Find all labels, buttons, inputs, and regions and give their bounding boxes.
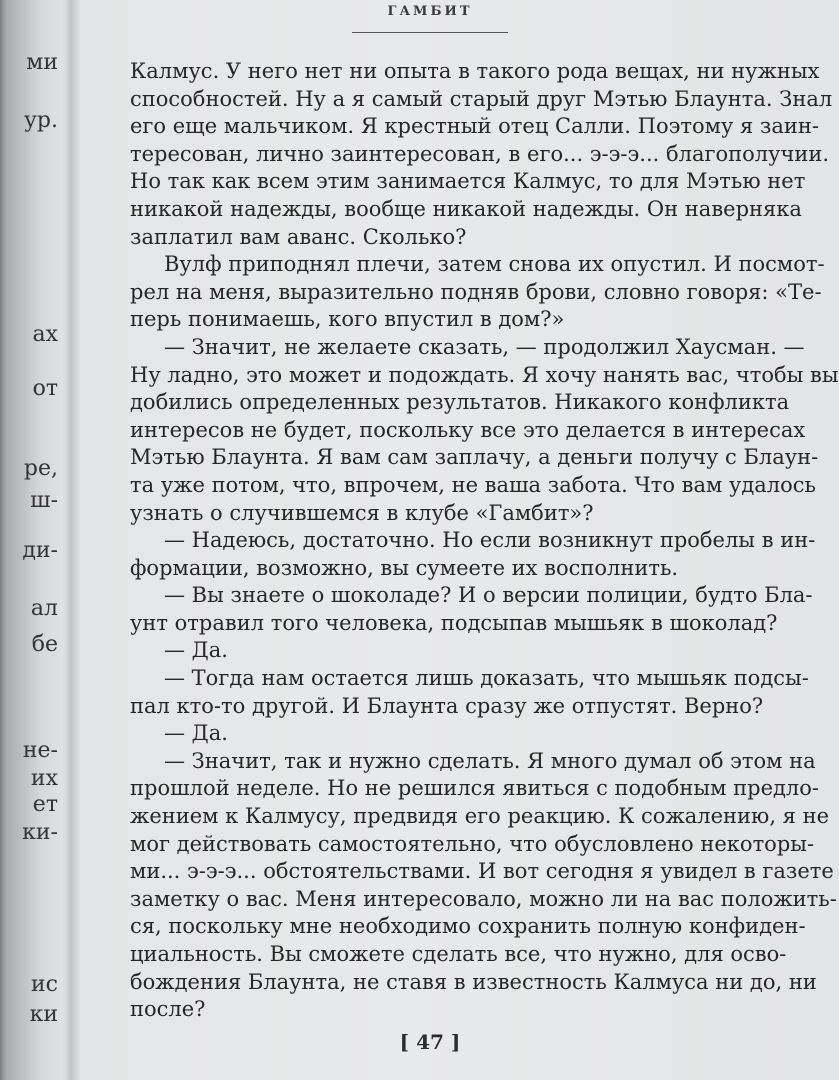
text-line: жением к Калмусу, предвидя его реакцию. К сожалению, я не: [130, 804, 830, 829]
text-line: мог действовать самостоятельно, что обусловлено некоторы-: [130, 831, 815, 856]
previous-page-fragment: ди-: [22, 538, 58, 563]
previous-page-fragment: ал: [30, 596, 58, 621]
previous-page-fragment: ш-: [30, 488, 58, 513]
text-line: ся, поскольку мне необходимо сохранить полную конфиден-: [130, 914, 806, 939]
text-line: — Да.: [164, 721, 228, 746]
text-line: его еще мальчиком. Я крестный отец Салли. Поэтому я заин-: [130, 114, 819, 139]
text-line: — Надеюсь, достаточно. Но если возникнут пробелы в ин-: [164, 528, 816, 553]
text-line: рел на меня, выразительно подняв брови, словно говоря: «Те-: [130, 279, 822, 304]
text-line: — Тогда нам остается лишь доказать, что мышьяк подсы-: [164, 666, 809, 691]
previous-page-fragment: ис: [31, 972, 58, 997]
previous-page-fragment: ки-: [22, 820, 58, 845]
text-line: тересован, лично заинтересован, в его... э-э-э... благополучии.: [130, 141, 830, 166]
text-line: Ну ладно, это может и подождать. Я хочу нанять вас, чтобы вы: [130, 362, 839, 387]
previous-page-fragment: ур.: [23, 108, 58, 133]
text-line: заметку о вас. Меня интересовало, можно ли на вас положить-: [130, 886, 837, 911]
text-line: формации, возможно, вы сумеете их восполнить.: [130, 555, 679, 580]
text-line: добились определенных результатов. Никакого конфликта: [130, 390, 790, 415]
text-line: — Значит, так и нужно сделать. Я много думал об этом на: [164, 748, 816, 773]
text-line: способностей. Ну а я самый старый друг Мэтью Блаунта. Знал: [130, 86, 833, 111]
running-head: ГАМБИТ: [387, 4, 473, 19]
previous-page-fragment: от: [32, 376, 58, 401]
text-line: перь понимаешь, кого впустил в дом?»: [130, 307, 565, 332]
previous-page-fragment: ки: [29, 1002, 58, 1027]
text-line: та уже потом, что, впрочем, не ваша забота. Что вам удалось: [130, 472, 816, 497]
previous-page-fragment: ах: [32, 322, 58, 347]
text-line: узнать о случившемся в клубе «Гамбит»?: [130, 500, 594, 525]
text-line: — Вы знаете о шоколаде? И о версии полиции, будто Бла-: [164, 583, 813, 608]
text-line: Калмус. У него нет ни опыта в такого рода вещах, ни нужных: [130, 59, 820, 83]
previous-page-fragment: ре,: [23, 456, 58, 481]
text-line: — Да.: [164, 638, 228, 663]
text-line: после?: [130, 997, 206, 1022]
page-number: [ 47 ]: [399, 1030, 461, 1054]
page-body: [130, 58, 839, 1024]
running-head-rule: [352, 32, 508, 33]
previous-page-fragment: их: [30, 766, 58, 791]
previous-page-fragment: ет: [32, 792, 58, 817]
previous-page-edge: [0, 0, 62, 1080]
previous-page-fragment: ми: [26, 50, 58, 75]
text-line: ми... э-э-э... обстоятельствами. И вот сегодня я увидел в газете: [130, 859, 834, 884]
text-line: интересов не будет, поскольку все это делается в интересах: [130, 417, 806, 442]
text-line: Но так как всем этим занимается Калмус, то для Мэтью нет: [130, 169, 806, 194]
book-gutter: [62, 0, 80, 1080]
text-line: Вулф приподнял плечи, затем снова их опустил. И посмот-: [164, 252, 825, 277]
text-line: циальность. Вы сможете сделать все, что нужно, для осво-: [130, 942, 787, 966]
text-line: заплатил вам аванс. Сколько?: [130, 224, 467, 249]
text-line: пал кто-то другой. И Блаунта сразу же отпустят. Верно?: [130, 693, 764, 718]
text-line: унт отравил того человека, подсыпав мышьяк в шоколад?: [130, 610, 778, 635]
text-line: бождения Блаунта, не ставя в известность Калмуса ни до, ни: [130, 969, 817, 994]
text-line: прошлой неделе. Но не решился явиться с подобным предло-: [130, 776, 820, 801]
text-line: никакой надежды, вообще никакой надежды. Он наверняка: [130, 196, 802, 221]
previous-page-fragment: не-: [22, 738, 58, 763]
previous-page-fragment: бе: [31, 632, 58, 657]
text-line: Мэтью Блаунта. Я вам сам заплачу, а деньги получу с Блаун-: [130, 445, 819, 470]
text-line: — Значит, не желаете сказать, — продолжил Хаусман. —: [164, 334, 805, 359]
